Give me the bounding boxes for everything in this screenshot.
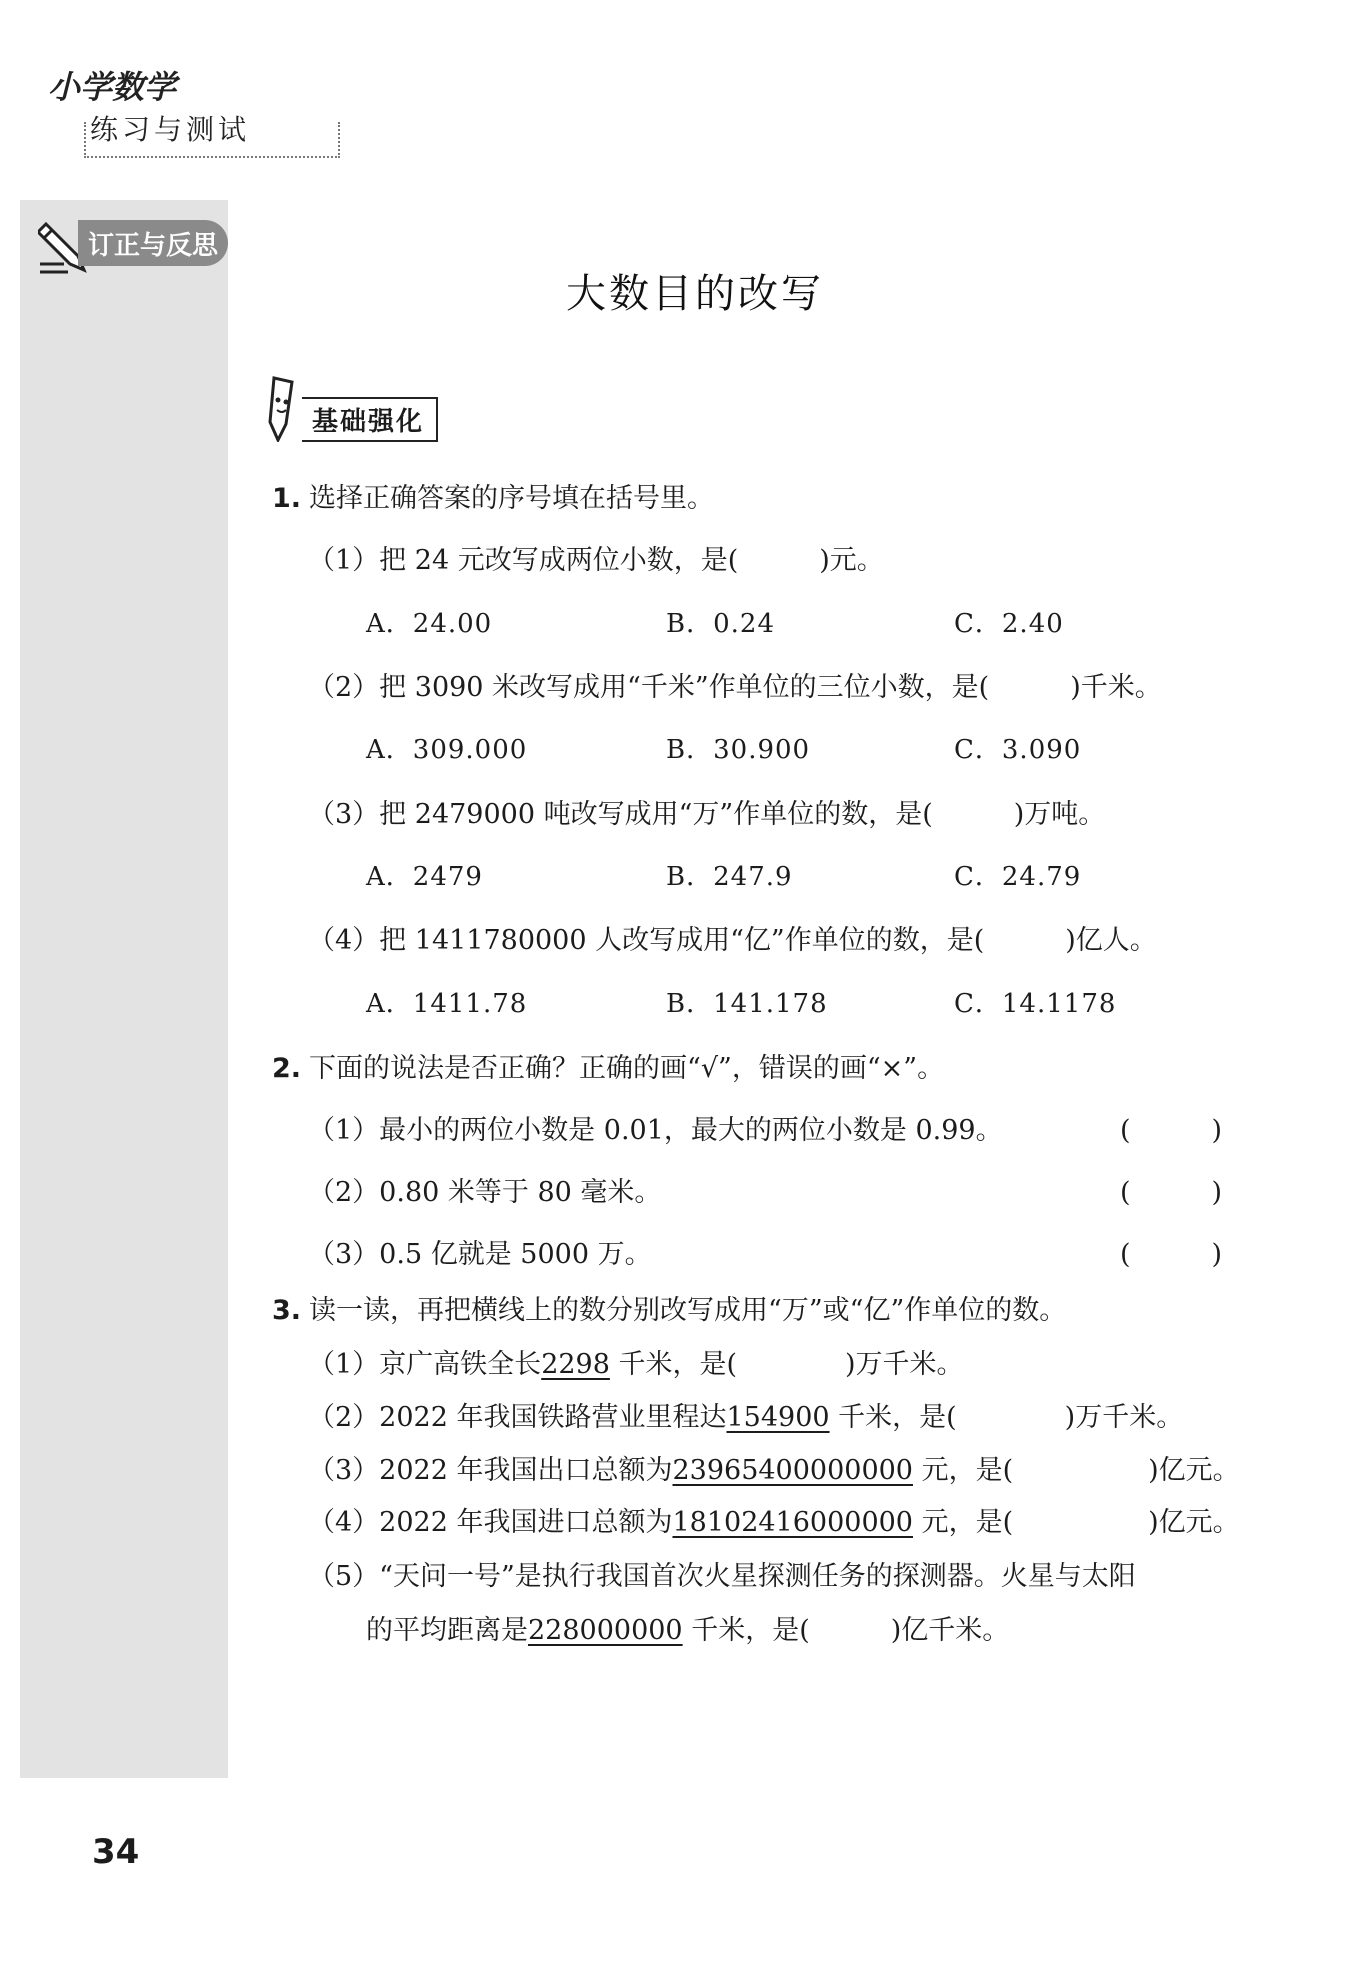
q3-item-1 — [308, 1342, 964, 1381]
q1-item-1-option-a: A．24.00 — [366, 609, 493, 639]
q3-item-3-number: 23965400000000 — [672, 1455, 913, 1486]
q1-item-3-option-c: C．24.79 — [954, 862, 1082, 892]
q2-item-3: （3）0.5 亿就是 5000 万。 — [308, 1239, 652, 1270]
q3-item-4-pre: （4）2022 年我国进口总额为 — [308, 1507, 673, 1538]
question-number: 3. — [272, 1295, 302, 1326]
q1-item-2-option-a: A．309.000 — [366, 735, 528, 765]
question-text: 读一读，再把横线上的数分别改写成用“万”或“亿”作单位的数。 — [309, 1295, 1067, 1326]
question-text: 下面的说法是否正确？正确的画“√”，错误的画“×”。 — [309, 1053, 945, 1084]
q3-item-4-number: 18102416000000 — [672, 1507, 913, 1538]
q1-item-1-stem: （1）把 24 元改写成两位小数，是( )元。 — [308, 545, 884, 576]
question-number: 1. — [272, 483, 302, 514]
question-number: 2. — [272, 1053, 302, 1084]
q3-item-4-post: 元，是( )亿元。 — [912, 1507, 1240, 1538]
question-3-prompt — [272, 1288, 1066, 1327]
q1-item-1-option-c: C．2.40 — [954, 609, 1064, 639]
q3-item-2-pre: （2）2022 年我国铁路营业里程达 — [308, 1402, 727, 1433]
correction-badge: 订正与反思 — [78, 220, 228, 266]
series-subtitle: 练习与测试 — [90, 113, 251, 146]
q3-item-1-pre: （1）京广高铁全长 — [308, 1349, 542, 1380]
q1-item-4-option-b: B．141.178 — [666, 989, 828, 1019]
q2-item-3-answer-paren[interactable]: ( ) — [1120, 1239, 1223, 1270]
q2-item-2: （2）0.80 米等于 80 毫米。 — [308, 1177, 662, 1208]
q3-item-5-line-2 — [366, 1608, 1009, 1647]
q3-item-1-post: 千米，是( )万千米。 — [609, 1349, 964, 1380]
correction-sidebar — [20, 200, 228, 1778]
q3-item-2 — [308, 1395, 1183, 1434]
page-title: 大数目的改写 — [566, 271, 824, 317]
question-1-prompt — [272, 476, 714, 515]
q3-item-1-number: 2298 — [541, 1349, 610, 1380]
q1-item-4-stem: （4）把 1411780000 人改写成用“亿”作单位的数，是( )亿人。 — [308, 925, 1157, 956]
pencil-mascot-icon — [268, 374, 296, 442]
q2-item-2-answer-paren[interactable]: ( ) — [1120, 1177, 1223, 1208]
q1-item-3-option-b: B．247.9 — [666, 862, 793, 892]
q3-item-5-number: 228000000 — [528, 1615, 683, 1646]
q3-item-5-post: 千米，是( )亿千米。 — [682, 1615, 1010, 1646]
series-title: 小学数学 — [48, 68, 177, 106]
q1-item-2-option-c: C．3.090 — [954, 735, 1082, 765]
question-2-prompt — [272, 1046, 944, 1085]
q3-item-3 — [308, 1448, 1240, 1487]
q3-item-5-line-1: （5）“天问一号”是执行我国首次火星探测任务的探测器。火星与太阳 — [308, 1561, 1136, 1592]
section-tag — [268, 374, 438, 442]
question-text: 选择正确答案的序号填在括号里。 — [309, 483, 715, 514]
q3-item-5-pre: 的平均距离是 — [366, 1615, 528, 1646]
q3-item-2-number: 154900 — [726, 1402, 830, 1433]
page-number: 34 — [92, 1832, 140, 1872]
q3-item-4 — [308, 1500, 1240, 1539]
q1-item-4-option-a: A．1411.78 — [366, 989, 528, 1019]
q3-item-3-pre: （3）2022 年我国出口总额为 — [308, 1455, 673, 1486]
q1-item-2-option-b: B．30.900 — [666, 735, 811, 765]
section-label: 基础强化 — [302, 397, 438, 442]
q3-item-2-post: 千米，是( )万千米。 — [829, 1402, 1184, 1433]
q1-item-2-stem: （2）把 3090 米改写成用“千米”作单位的三位小数，是( )千米。 — [308, 672, 1162, 703]
q2-item-1: （1）最小的两位小数是 0.01，最大的两位小数是 0.99。 — [308, 1115, 1003, 1146]
q1-item-1-option-b: B．0.24 — [666, 609, 775, 639]
q1-item-4-option-c: C．14.1178 — [954, 989, 1117, 1019]
q3-item-3-post: 元，是( )亿元。 — [912, 1455, 1240, 1486]
q1-item-3-stem: （3）把 2479000 吨改写成用“万”作单位的数，是( )万吨。 — [308, 799, 1106, 830]
q2-item-1-answer-paren[interactable]: ( ) — [1120, 1115, 1223, 1146]
q1-item-3-option-a: A．2479 — [366, 862, 483, 892]
